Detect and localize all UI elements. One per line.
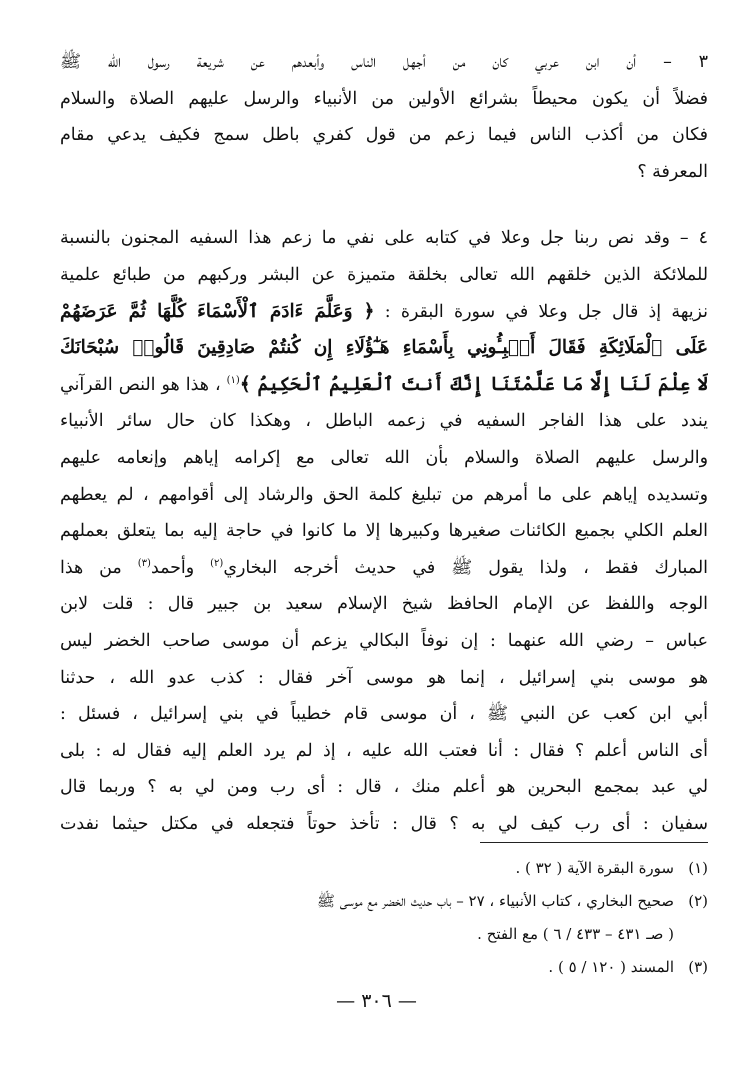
- text-line: ٣ – أن ابن عربي كان من أجهل الناس وأبعدهم عن شريعة رسول الله ﷺ: [60, 52, 708, 72]
- quran-verse: ﴿ وَعَلَّمَ ءَادَمَ ٱلْأَسْمَاءَ كُلَّهَا ثُمَّ عَرَضَهُمْ: [60, 300, 375, 322]
- paragraph-4: [60, 220, 708, 842]
- text-line: لي عبد بمجمع البحرين هو أعلم منك ، قال : أى رب ومن لي به ؟ وربما قال: [60, 777, 708, 798]
- text-line: سفيان : أى رب كيف لي به ؟ قال : تأخذ حوتاً فتجعله في مكتل حيثما نفدت: [60, 813, 708, 834]
- text-line: المعرفة ؟: [637, 161, 708, 182]
- text-line: ٤ – وقد نص ربنا جل وعلا في كتابه على نفي ما زعم هذا السفيه المجنون بالنسبة: [60, 228, 708, 249]
- footnote-ref: (٢): [210, 557, 224, 569]
- inline-text: وأحمد: [150, 557, 211, 578]
- footnote-separator: [480, 842, 708, 843]
- inline-text: نزيهة إذ قال جل وعلا في سورة البقرة :: [374, 301, 708, 322]
- text-line-with-refs: [60, 550, 708, 587]
- inline-text: المبارك فقط ، ولذا يقول ﷺ في حديث أخرجه البخاري: [223, 557, 708, 578]
- footnote-text: [48, 951, 674, 984]
- text-line: عباس – رضي الله عنهما : إن نوفاً البكالي يزعم أن موسى صاحب الخضر ليس: [60, 630, 708, 651]
- footnote-line: المسند ( ١٢٠ / ٥ ) .: [548, 958, 674, 976]
- text-line: فضلاً أن يكون محيطاً بشرائع الأولين من الأنبياء والرسل عليهم الصلاة والسلام: [60, 88, 708, 109]
- text-line: العلم الكلي بجميع الكائنات صغيرها وكبيرها إلا ما كانوا في حاجة إليه بما يتعلق بعملهم: [60, 521, 708, 542]
- text-line: أبي ابن كعب عن النبي ﷺ ، أن موسى قام خطيباً في بني إسرائيل ، فسئل :: [60, 704, 708, 725]
- footnote-2: [48, 885, 708, 951]
- footnote-line: سورة البقرة الآية ( ٣٢ ) .: [515, 859, 674, 877]
- footnote-line: صحيح البخاري ، كتاب الأنبياء ، ٢٧ – باب حديث الخضر مع موسى ﷺ: [316, 892, 674, 910]
- inline-text: ، هذا هو النص القرآني: [60, 374, 227, 395]
- text-line-with-quran: [60, 294, 708, 331]
- footnote-1: [48, 852, 708, 885]
- text-line-with-quran: [60, 367, 708, 404]
- footnote-text: [48, 885, 674, 951]
- footnote-text: [48, 852, 674, 885]
- quran-verse-line: عَلَى ٱلْمَلَائِكَةِ فَقَالَ أَنۢبِـُٔونِي بِأَسْمَاءِ هَـٰٓؤُلَاءِ إِن كُنتُمْ صَادِقِينَ قَالُوا۟ سُبْحَانَكَ: [60, 337, 708, 359]
- text-line: فكان من أكذب الناس فيما زعم من قول كفري باطل سمج فكيف يدعي مقام: [60, 125, 708, 146]
- text-line: هو موسى بني إسرائيل ، إنما هو موسى آخر فقال : كذب عدو الله ، حدثنا: [60, 667, 708, 688]
- text-line: للملائكة الذين خلقهم الله تعالى بخلقة متميزة عن البشر وركبهم من طبائع علمية: [60, 264, 708, 285]
- footnote-3: [48, 951, 708, 984]
- text-line: الوجه واللفظ عن الإمام الحافظ شيخ الإسلام سعيد بن جبير قال : قلت لابن: [60, 594, 708, 615]
- text-line: وتسديده إياهم على ما أمرهم من تبليغ كلمة الحق والرشاد إلى أقوامهم ، لم يعطهم: [60, 484, 708, 505]
- footnote-number: (٣): [688, 958, 708, 976]
- text-line: والرسل عليهم الصلاة والسلام بأن الله تعالى مع إكرامه إياهم وإنعامه عليهم: [60, 447, 708, 468]
- quran-verse: لَا عِلْمَ لَنَا إِلَّا مَا عَلَّمْتَنَا إِنَّكَ أَنتَ ٱلْعَلِيمُ ٱلْحَكِيمُ ﴾: [239, 373, 708, 395]
- inline-text: من هذا: [60, 557, 138, 578]
- footnote-ref: (١): [226, 374, 240, 386]
- page-body: [60, 44, 708, 842]
- paragraph-3: [60, 44, 708, 190]
- footnote-number: (١): [688, 859, 708, 877]
- text-line: أى الناس أعلم ؟ فقال : أنا فعتب الله عليه ، إذ لم يرد العلم إليه فقال له : بلى: [60, 740, 708, 761]
- footnote-line: ( صـ ٤٣١ – ٤٣٣ / ٦ ) مع الفتح .: [477, 925, 674, 943]
- footnotes: [48, 852, 708, 984]
- footnote-number: (٢): [688, 892, 708, 910]
- text-line: يندد على هذا الفاجر السفيه في زعمه الباطل ، وهكذا كان حال سائر الأنبياء: [60, 411, 708, 432]
- page-number: — ٣٠٦ —: [336, 990, 417, 1012]
- footnote-ref: (٣): [137, 557, 151, 569]
